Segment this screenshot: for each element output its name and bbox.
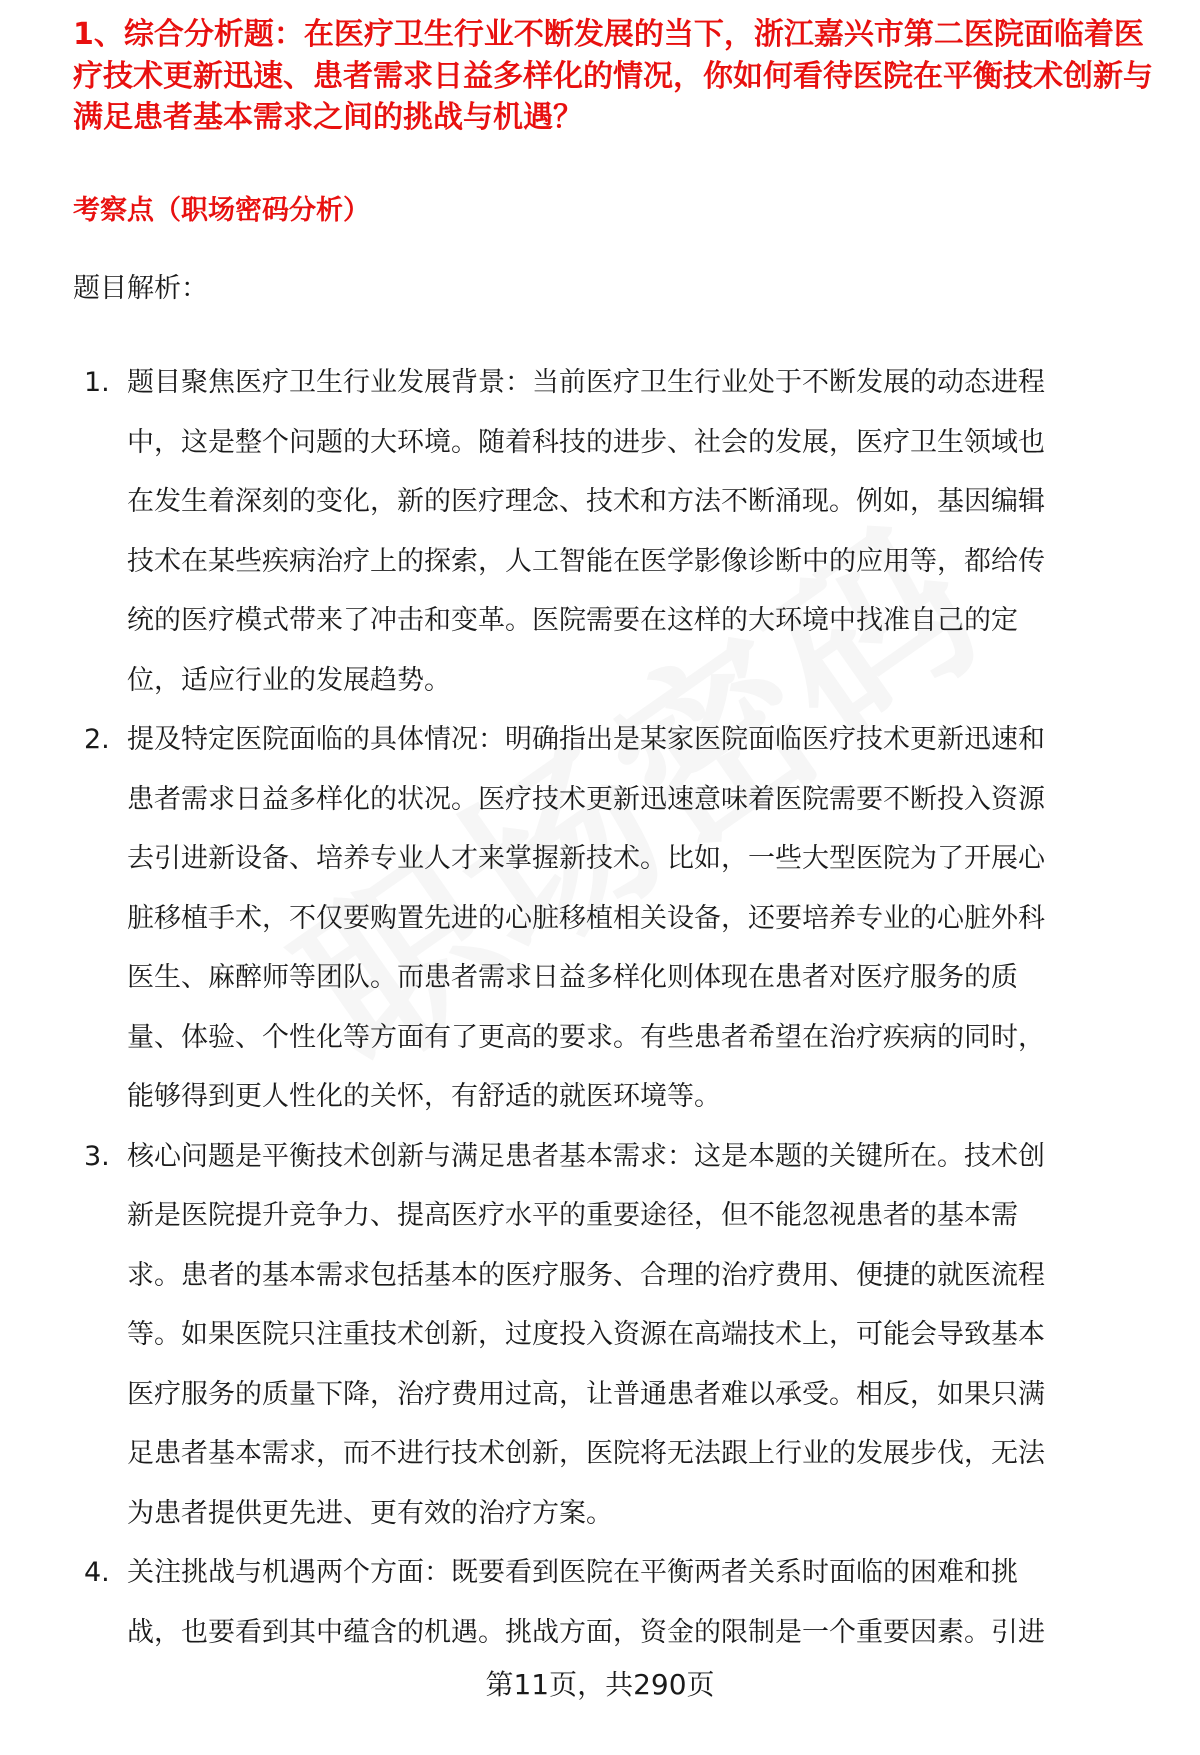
list-item-text bbox=[127, 353, 1200, 710]
text-line: 患者需求日益多样化的状况。医疗技术更新迅速意味着医院需要不断投入资源 bbox=[127, 783, 1045, 815]
text-line: 足患者基本需求，而不进行技术创新，医院将无法跟上行业的发展步伐，无法 bbox=[127, 1438, 1045, 1469]
page-footer: 第11页，共290页 bbox=[485, 1668, 715, 1701]
text-line: 求。患者的基本需求包括基本的医疗服务、合理的治疗费用、便捷的就医流程 bbox=[127, 1259, 1045, 1291]
section-heading: 考察点（职场密码分析） bbox=[73, 195, 370, 226]
text-line: 技术在某些疾病治疗上的探索，人工智能在医学影像诊断中的应用等，都给传 bbox=[127, 545, 1045, 577]
list-item bbox=[0, 353, 1200, 710]
list-number: 1. bbox=[84, 367, 110, 398]
text-line: 去引进新设备、培养专业人才来掌握新技术。比如，一些大型医院为了开展心 bbox=[127, 843, 1045, 874]
list-item bbox=[0, 1127, 1200, 1544]
list-item-text bbox=[127, 1543, 1200, 1662]
question-line: 疗技术更新迅速、患者需求日益多样化的情况，你如何看待医院在平衡技术创新与 bbox=[73, 58, 1153, 94]
list-item-text bbox=[127, 710, 1200, 1127]
text-line: 关注挑战与机遇两个方面：既要看到医院在平衡两者关系时面临的困难和挑 bbox=[127, 1557, 1018, 1588]
text-line: 提及特定医院面临的具体情况：明确指出是某家医院面临医疗技术更新迅速和 bbox=[127, 724, 1045, 755]
text-line: 战，也要看到其中蕴含的机遇。挑战方面，资金的限制是一个重要因素。引进 bbox=[127, 1616, 1045, 1648]
list-number: 4. bbox=[84, 1557, 110, 1588]
text-line: 能够得到更人性化的关怀，有舒适的就医环境等。 bbox=[127, 1081, 721, 1112]
text-line: 等。如果医院只注重技术创新，过度投入资源在高端技术上，可能会导致基本 bbox=[127, 1319, 1045, 1350]
text-line: 中，这是整个问题的大环境。随着科技的进步、社会的发展，医疗卫生领域也 bbox=[127, 426, 1045, 458]
text-line: 医生、麻醉师等团队。而患者需求日益多样化则体现在患者对医疗服务的质 bbox=[127, 962, 1018, 993]
text-line: 核心问题是平衡技术创新与满足患者基本需求：这是本题的关键所在。技术创 bbox=[127, 1140, 1045, 1172]
question-line: 1、综合分析题：在医疗卫生行业不断发展的当下，浙江嘉兴市第二医院面临着医 bbox=[73, 17, 1144, 52]
list-number: 3. bbox=[84, 1140, 110, 1172]
text-line: 题目聚焦医疗卫生行业发展背景：当前医疗卫生行业处于不断发展的动态进程 bbox=[127, 367, 1045, 398]
list-item-text bbox=[127, 1127, 1200, 1544]
text-line: 为患者提供更先进、更有效的治疗方案。 bbox=[127, 1497, 613, 1529]
question-title bbox=[73, 17, 1153, 139]
analysis-label: 题目解析： bbox=[73, 273, 208, 304]
question-line: 满足患者基本需求之间的挑战与机遇？ bbox=[73, 100, 583, 135]
list-item bbox=[0, 710, 1200, 1127]
text-line: 脏移植手术，不仅要购置先进的心脏移植相关设备，还要培养专业的心脏外科 bbox=[127, 902, 1045, 934]
text-line: 新是医院提升竞争力、提高医疗水平的重要途径，但不能忽视患者的基本需 bbox=[127, 1200, 1018, 1231]
list-number: 2. bbox=[84, 724, 110, 755]
text-line: 统的医疗模式带来了冲击和变革。医院需要在这样的大环境中找准自己的定 bbox=[127, 605, 1018, 636]
text-line: 医疗服务的质量下降，治疗费用过高，让普通患者难以承受。相反，如果只满 bbox=[127, 1378, 1045, 1410]
analysis-list bbox=[0, 353, 1200, 1662]
text-line: 位，适应行业的发展趋势。 bbox=[127, 664, 451, 696]
text-line: 量、体验、个性化等方面有了更高的要求。有些患者希望在治疗疾病的同时， bbox=[127, 1021, 1045, 1053]
list-item bbox=[0, 1543, 1200, 1662]
text-line: 在发生着深刻的变化，新的医疗理念、技术和方法不断涌现。例如，基因编辑 bbox=[127, 486, 1045, 517]
